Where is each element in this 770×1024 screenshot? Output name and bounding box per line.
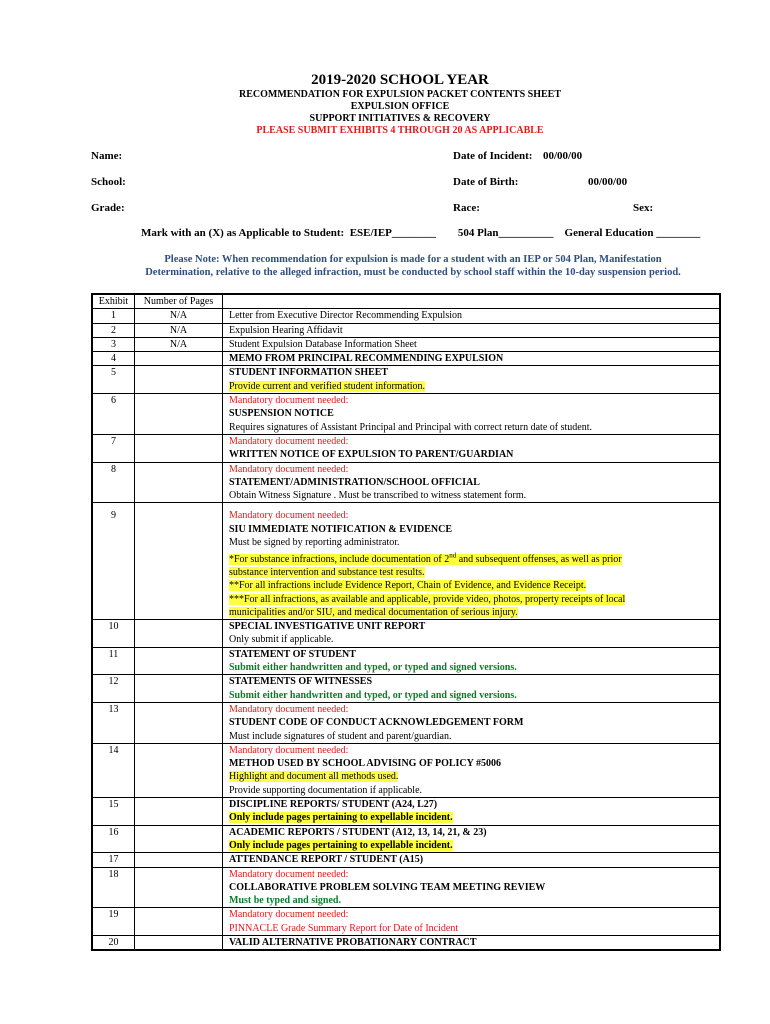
page-count-cell[interactable]	[135, 647, 223, 675]
description-line: METHOD USED BY SCHOOL ADVISING OF POLICY #5006	[229, 758, 501, 770]
description-line: Requires signatures of Assistant Principal and Principal with correct return date of student.	[229, 421, 592, 433]
exhibit-number: 4	[92, 352, 135, 366]
description-line: Mandatory document needed:	[229, 868, 349, 880]
description-line: Must include signatures of student and parent/guardian.	[229, 730, 452, 742]
description-line: VALID ALTERNATIVE PROBATIONARY CONTRACT	[229, 936, 477, 948]
sex-label: Sex:	[633, 202, 654, 214]
department-name: SUPPORT INITIATIVES & RECOVERY	[309, 113, 491, 124]
page-count-cell[interactable]	[135, 462, 223, 503]
race-label: Race:	[453, 202, 480, 214]
description-line: Mandatory document needed:	[229, 463, 349, 475]
exhibit-number: 9	[92, 503, 135, 620]
description-line: Only include pages pertaining to expellable incident.	[229, 839, 453, 851]
exhibit-number: 14	[92, 743, 135, 797]
exhibit-number: 20	[92, 935, 135, 950]
description-line: Mandatory document needed:	[229, 435, 349, 447]
table-row	[92, 825, 720, 853]
description-line: Obtain Witness Signature . Must be transcribed to witness statement form.	[229, 490, 527, 502]
birth-date-value[interactable]: 00/00/00	[588, 176, 628, 188]
page-count-cell[interactable]	[135, 352, 223, 366]
page-count-cell[interactable]	[135, 743, 223, 797]
description-line: SIU IMMEDIATE NOTIFICATION & EVIDENCE	[229, 523, 452, 535]
description-line: ***For all infractions, as available and applicable, provide video, photos, property receipts of local	[229, 593, 626, 605]
description-line: DISCIPLINE REPORTS/ STUDENT (A24, L27)	[229, 799, 438, 811]
page-count-cell[interactable]	[135, 825, 223, 853]
table-header-row	[92, 294, 720, 309]
exhibit-table	[91, 293, 721, 951]
exhibit-description	[223, 867, 721, 908]
page-count-cell[interactable]	[135, 675, 223, 703]
description-line: SPECIAL INVESTIGATIVE UNIT REPORT	[229, 621, 426, 633]
exhibit-description	[223, 798, 721, 826]
description-line: Submit either handwritten and typed, or typed and signed versions.	[229, 662, 517, 674]
page-count-cell[interactable]	[135, 798, 223, 826]
description-line: WRITTEN NOTICE OF EXPULSION TO PARENT/GUARDIAN	[229, 449, 514, 461]
page-count-cell[interactable]	[135, 702, 223, 743]
exhibit-description	[223, 462, 721, 503]
table-row	[92, 337, 720, 351]
exhibit-number: 10	[92, 620, 135, 648]
description-line: Mandatory document needed:	[229, 395, 349, 407]
description-line: Student Expulsion Database Information Sheet	[229, 338, 417, 350]
exhibit-number: 2	[92, 323, 135, 337]
description-line: MEMO FROM PRINCIPAL RECOMMENDING EXPULSION	[229, 353, 504, 365]
page-count-cell[interactable]	[135, 853, 223, 867]
name-label: Name:	[91, 150, 123, 162]
exhibit-number: 15	[92, 798, 135, 826]
description-line: municipalities and/or SIU, and medical documentation of serious injury.	[229, 606, 518, 618]
page-title: 2019-2020 SCHOOL YEAR	[311, 72, 489, 88]
exhibit-description	[223, 394, 721, 435]
description-line: PINNACLE Grade Summary Report for Date of Incident	[229, 922, 459, 934]
description-line: Only include pages pertaining to expellable incident.	[229, 812, 453, 824]
description-line: STATEMENT/ADMINISTRATION/SCHOOL OFFICIAL	[229, 476, 480, 488]
school-label: School:	[91, 176, 126, 188]
exhibit-column-header: Exhibit	[92, 294, 135, 309]
exhibit-number: 16	[92, 825, 135, 853]
table-row	[92, 702, 720, 743]
page-count-cell[interactable]	[135, 503, 223, 620]
exhibit-description	[223, 853, 721, 867]
exhibit-description	[223, 702, 721, 743]
exhibit-number: 8	[92, 462, 135, 503]
table-row	[92, 853, 720, 867]
table-row	[92, 503, 720, 620]
exhibit-description	[223, 647, 721, 675]
description-line: Submit either handwritten and typed, or typed and signed versions.	[229, 689, 517, 701]
page-count-cell[interactable]	[135, 867, 223, 908]
description-line: Letter from Executive Director Recommending Expulsion	[229, 310, 462, 322]
description-line: **For all infractions include Evidence Report, Chain of Evidence, and Evidence Receipt.	[229, 580, 587, 592]
table-row	[92, 798, 720, 826]
incident-date-value[interactable]: 00/00/00	[543, 150, 583, 162]
page-count-cell[interactable]	[135, 394, 223, 435]
exhibit-description	[223, 743, 721, 797]
description-line: ACADEMIC REPORTS / STUDENT (A12, 13, 14, 21, & 23)	[229, 826, 487, 838]
exhibit-number: 3	[92, 337, 135, 351]
description-line: STATEMENT OF STUDENT	[229, 648, 356, 660]
table-row	[92, 309, 720, 323]
exhibit-number: 11	[92, 647, 135, 675]
exhibit-number: 7	[92, 434, 135, 462]
table-row	[92, 462, 720, 503]
packet-title: RECOMMENDATION FOR EXPULSION PACKET CONTENTS SHEET	[239, 89, 561, 100]
exhibit-description	[223, 352, 721, 366]
table-row	[92, 394, 720, 435]
page-count-cell[interactable]	[135, 620, 223, 648]
page-count-cell[interactable]	[135, 935, 223, 950]
exhibit-description	[223, 309, 721, 323]
page-count-cell[interactable]	[135, 366, 223, 394]
incident-date-label: Date of Incident:	[453, 150, 533, 162]
description-line: STUDENT INFORMATION SHEET	[229, 367, 389, 379]
exhibit-number: 1	[92, 309, 135, 323]
description-line: ATTENDANCE REPORT / STUDENT (A15)	[229, 854, 424, 866]
table-row	[92, 352, 720, 366]
exhibit-number: 13	[92, 702, 135, 743]
exhibit-number: 18	[92, 867, 135, 908]
exhibit-number: 19	[92, 908, 135, 936]
table-row	[92, 935, 720, 950]
page-count-cell[interactable]: N/A	[135, 323, 223, 337]
description-line: STUDENT CODE OF CONDUCT ACKNOWLEDGEMENT FORM	[229, 717, 524, 729]
table-row	[92, 867, 720, 908]
iep-note-line1: Please Note: When recommendation for expulsion is made for a student with an IEP or 504 Plan, Manifestation	[164, 254, 662, 265]
exhibit-description	[223, 434, 721, 462]
submit-instruction: PLEASE SUBMIT EXHIBITS 4 THROUGH 20 AS APPLICABLE	[256, 125, 544, 136]
pages-column-header: Number of Pages	[135, 294, 223, 309]
description-line: Mandatory document needed:	[229, 703, 349, 715]
table-row	[92, 647, 720, 675]
description-line: Provide supporting documentation if applicable.	[229, 784, 423, 796]
description-line: Provide current and verified student information.	[229, 380, 426, 392]
description-line: Must be signed by reporting administrator.	[229, 537, 400, 549]
description-line: Only submit if applicable.	[229, 634, 334, 646]
table-row	[92, 743, 720, 797]
page-count-cell[interactable]	[135, 434, 223, 462]
description-line: Mandatory document needed:	[229, 510, 349, 522]
grade-label: Grade:	[91, 202, 125, 214]
page-count-cell[interactable]: N/A	[135, 309, 223, 323]
table-row	[92, 908, 720, 936]
exhibit-description	[223, 366, 721, 394]
description-column-header	[223, 294, 721, 309]
table-row	[92, 620, 720, 648]
exhibit-description	[223, 337, 721, 351]
description-line: Mandatory document needed:	[229, 744, 349, 756]
description-line: *For substance infractions, include documentation of 2nd and subsequent offenses, as well as prior	[229, 551, 622, 565]
description-line: Mandatory document needed:	[229, 909, 349, 921]
table-row	[92, 366, 720, 394]
page-count-cell[interactable]	[135, 908, 223, 936]
table-row	[92, 434, 720, 462]
description-line: Expulsion Hearing Affidavit	[229, 324, 343, 336]
exhibit-description	[223, 825, 721, 853]
description-line: STATEMENTS OF WITNESSES	[229, 676, 373, 688]
exhibit-description	[223, 323, 721, 337]
exhibit-number: 5	[92, 366, 135, 394]
table-row	[92, 675, 720, 703]
description-line: COLLABORATIVE PROBLEM SOLVING TEAM MEETING REVIEW	[229, 881, 546, 893]
exhibit-number: 6	[92, 394, 135, 435]
exhibit-description	[223, 908, 721, 936]
description-line: Must be typed and signed.	[229, 895, 341, 907]
exhibit-description	[223, 503, 721, 620]
description-line: SUSPENSION NOTICE	[229, 408, 334, 420]
exhibit-description	[223, 620, 721, 648]
exhibit-description	[223, 935, 721, 950]
birth-date-label: Date of Birth:	[453, 176, 519, 188]
office-name: EXPULSION OFFICE	[350, 101, 450, 112]
exhibit-description	[223, 675, 721, 703]
iep-note-line2: Determination, relative to the alleged infraction, must be conducted by school staff within the 10-day suspension period.	[145, 267, 681, 278]
description-line: substance intervention and substance test results.	[229, 566, 425, 578]
table-row	[92, 323, 720, 337]
description-line: Highlight and document all methods used.	[229, 771, 399, 783]
exhibit-number: 12	[92, 675, 135, 703]
exhibit-number: 17	[92, 853, 135, 867]
student-status-checkline[interactable]: Mark with an (X) as Applicable to Student: ESE/IEP________ 504 Plan__________ General Education ________	[141, 227, 701, 239]
page-count-cell[interactable]: N/A	[135, 337, 223, 351]
